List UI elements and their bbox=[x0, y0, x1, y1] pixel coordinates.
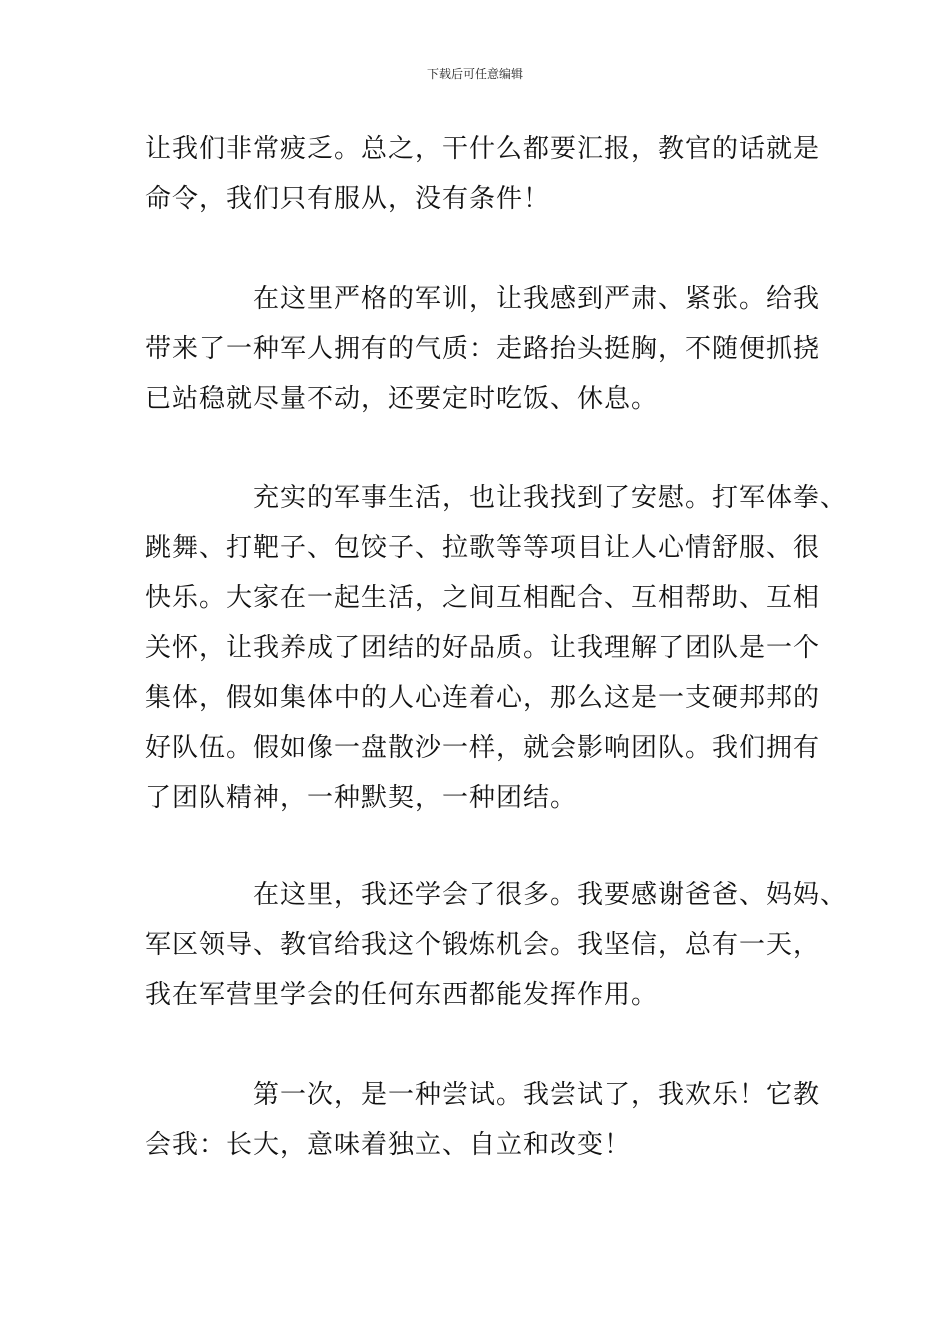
paragraph-5 bbox=[145, 1070, 835, 1170]
paragraph-3 bbox=[145, 473, 848, 823]
text-line: 军区领导、教官给我这个锻炼机会。我坚信，总有一天， bbox=[145, 930, 821, 960]
text-line: 快乐。大家在一起生活，之间互相配合、互相帮助、互相 bbox=[145, 583, 821, 613]
paragraph-4 bbox=[145, 870, 848, 1020]
text-line: 第一次，是一种尝试。我尝试了，我欢乐！它教 bbox=[253, 1080, 821, 1110]
text-line: 在这里严格的军训，让我感到严肃、紧张。给我 bbox=[253, 284, 821, 314]
text-line: 命令，我们只有服从，没有条件！ bbox=[145, 184, 551, 214]
page-header: 下载后可任意编辑 bbox=[426, 67, 523, 81]
text-line: 会我：长大，意味着独立、自立和改变！ bbox=[145, 1130, 632, 1160]
paragraph-1 bbox=[145, 124, 835, 224]
text-line: 让我们非常疲乏。总之，干什么都要汇报，教官的话就是 bbox=[145, 134, 821, 164]
text-line: 好队伍。假如像一盘散沙一样，就会影响团队。我们拥有 bbox=[145, 733, 821, 763]
text-line: 了团队精神，一种默契，一种团结。 bbox=[145, 783, 578, 813]
text-line: 关怀，让我养成了团结的好品质。让我理解了团队是一个 bbox=[145, 633, 821, 663]
text-line: 集体，假如集体中的人心连着心，那么这是一支硬邦邦的 bbox=[145, 683, 821, 713]
text-line: 已站稳就尽量不动，还要定时吃饭、休息。 bbox=[145, 384, 659, 414]
text-line: 我在军营里学会的任何东西都能发挥作用。 bbox=[145, 980, 659, 1010]
text-line: 跳舞、打靶子、包饺子、拉歌等等项目让人心情舒服、很 bbox=[145, 533, 821, 563]
text-line: 充实的军事生活，也让我找到了安慰。打军体拳、 bbox=[253, 483, 848, 513]
text-line: 带来了一种军人拥有的气质：走路抬头挺胸，不随便抓挠 bbox=[145, 334, 821, 364]
text-line: 在这里，我还学会了很多。我要感谢爸爸、妈妈、 bbox=[253, 880, 848, 910]
paragraph-2 bbox=[145, 274, 835, 424]
